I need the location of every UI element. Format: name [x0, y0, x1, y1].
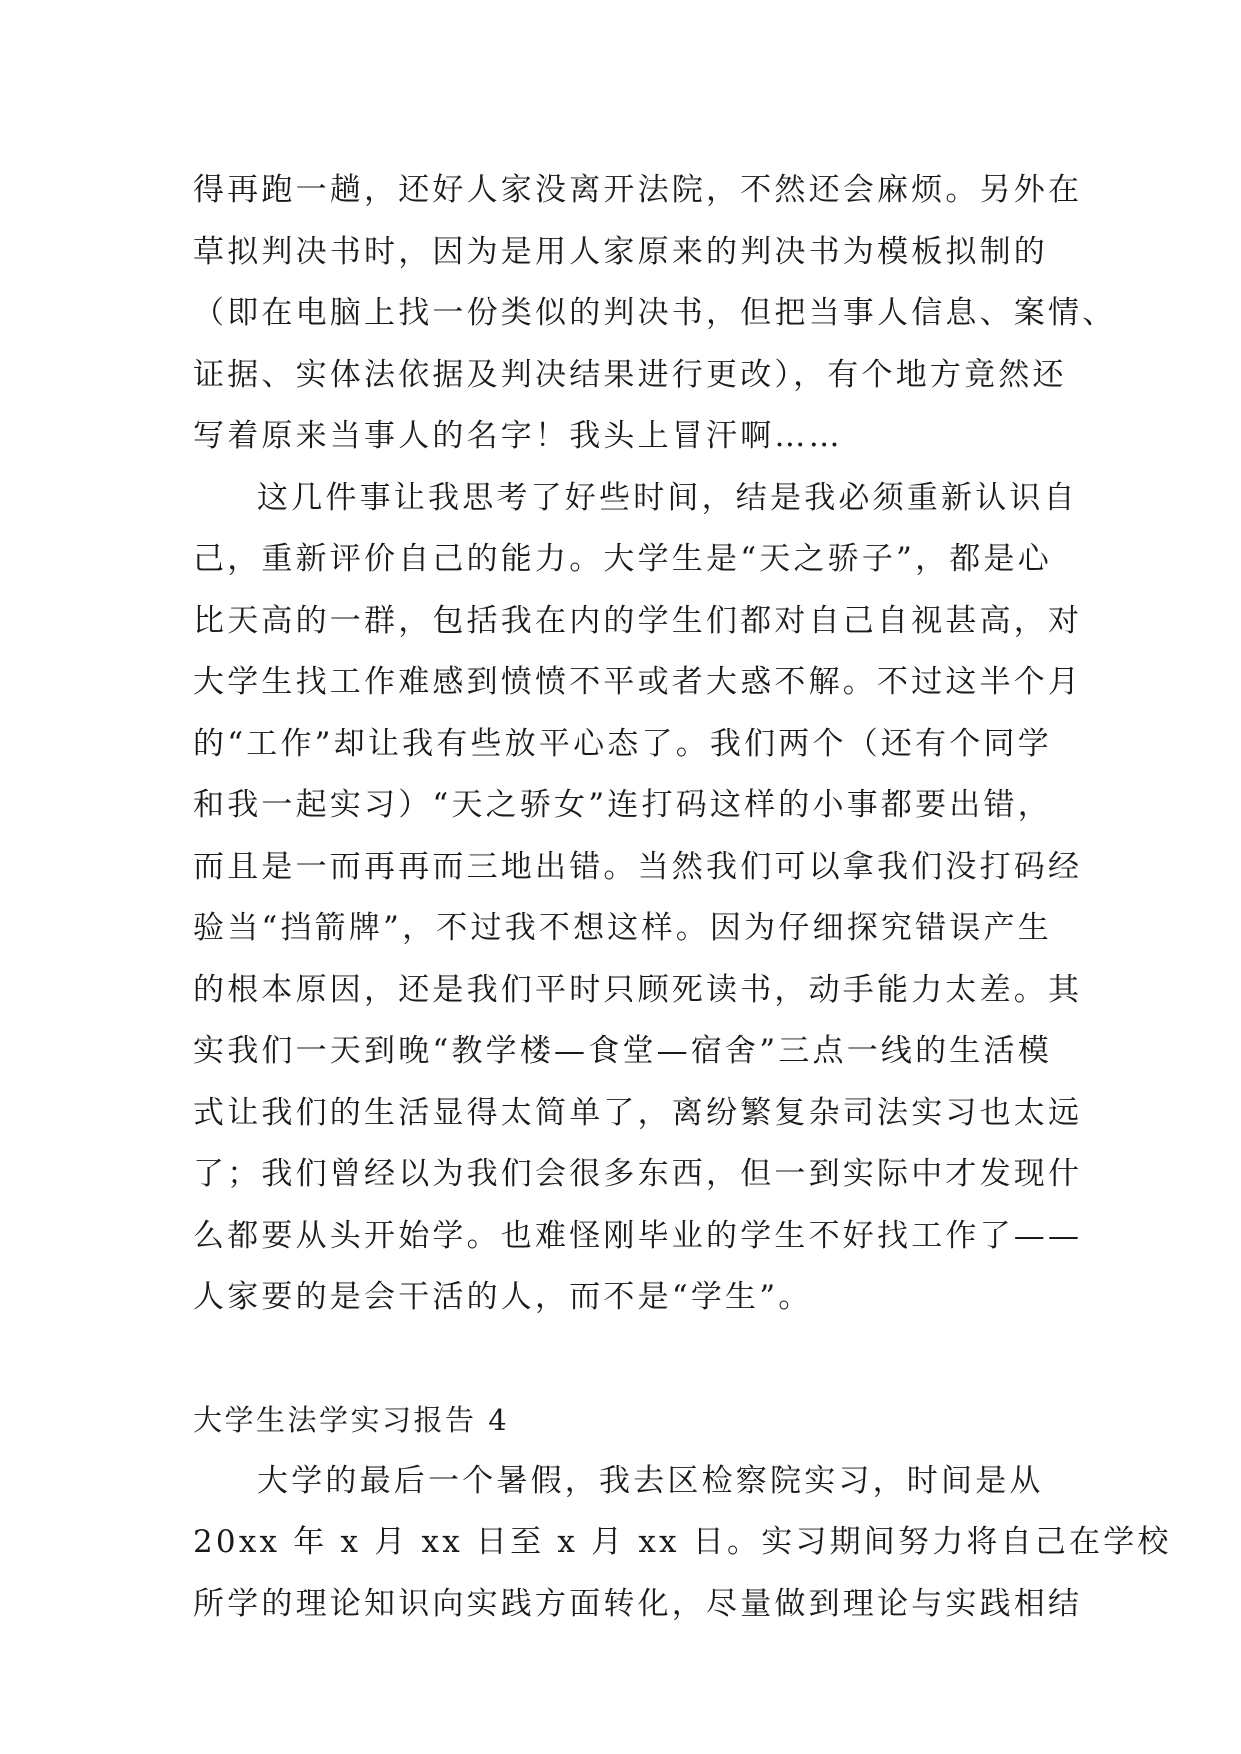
text-line: 的“工作”却让我有些放平心态了。我们两个（还有个同学: [193, 725, 1052, 762]
text-line: 草拟判决书时，因为是用人家原来的判决书为模板拟制的: [193, 233, 1048, 270]
text-line: 而且是一而再再而三地出错。当然我们可以拿我们没打码经: [193, 848, 1083, 885]
paragraph-section4-intro: [193, 1451, 1172, 1636]
section-spacer: [193, 1329, 1048, 1389]
text-line: 写着原来当事人的名字！我头上冒汗啊……: [193, 418, 843, 454]
text-line: 大学生找工作难感到愤愤不平或者大惑不解。不过这半个月: [193, 664, 1083, 700]
text-line: 实我们一天到晚“教学楼—食堂—宿舍”三点一线的生活模: [193, 1033, 1052, 1069]
paragraph-reflection: [193, 468, 1083, 1329]
text-line: 的根本原因，还是我们平时只顾死读书，动手能力太差。其: [193, 971, 1083, 1008]
text-line: 验当“挡箭牌”，不过我不想这样。因为仔细探究错误产生: [193, 910, 1052, 946]
paragraph-continued: [193, 160, 1117, 468]
text-line: 么都要从头开始学。也难怪刚毕业的学生不好找工作了——: [193, 1217, 1083, 1254]
text-line: 得再跑一趟，还好人家没离开法院，不然还会麻烦。另外在: [193, 172, 1083, 208]
document-body: [193, 160, 1172, 1635]
text-line: 这几件事让我思考了好些时间，结是我必须重新认识自: [257, 479, 1078, 516]
text-line: 式让我们的生活显得太简单了，离纷繁复杂司法实习也太远: [193, 1094, 1083, 1131]
text-line: 己，重新评价自己的能力。大学生是“天之骄子”，都是心: [193, 541, 1052, 577]
text-line: 证据、实体法依据及判决结果进行更改），有个地方竟然还: [193, 356, 1067, 393]
text-line: 和我一起实习）“天之骄女”连打码这样的小事都要出错，: [193, 787, 1052, 823]
text-line: 所学的理论知识向实践方面转化，尽量做到理论与实践相结: [193, 1585, 1083, 1622]
text-line: 人家要的是会干活的人，而不是“学生”。: [193, 1279, 813, 1315]
text-line: 大学的最后一个暑假，我去区检察院实习，时间是从: [257, 1462, 1044, 1499]
text-line: 比天高的一群，包括我在内的学生们都对自己自视甚高，对: [193, 602, 1083, 639]
text-line: 了；我们曾经以为我们会很多东西，但一到实际中才发现什: [193, 1156, 1083, 1192]
text-line: 20xx 年 x 月 xx 日至 x 月 xx 日。实习期间努力将自己在学校: [193, 1524, 1172, 1560]
section-heading: 大学生法学实习报告 4: [193, 1402, 510, 1437]
text-line: （即在电脑上找一份类似的判决书，但把当事人信息、案情、: [193, 295, 1117, 331]
